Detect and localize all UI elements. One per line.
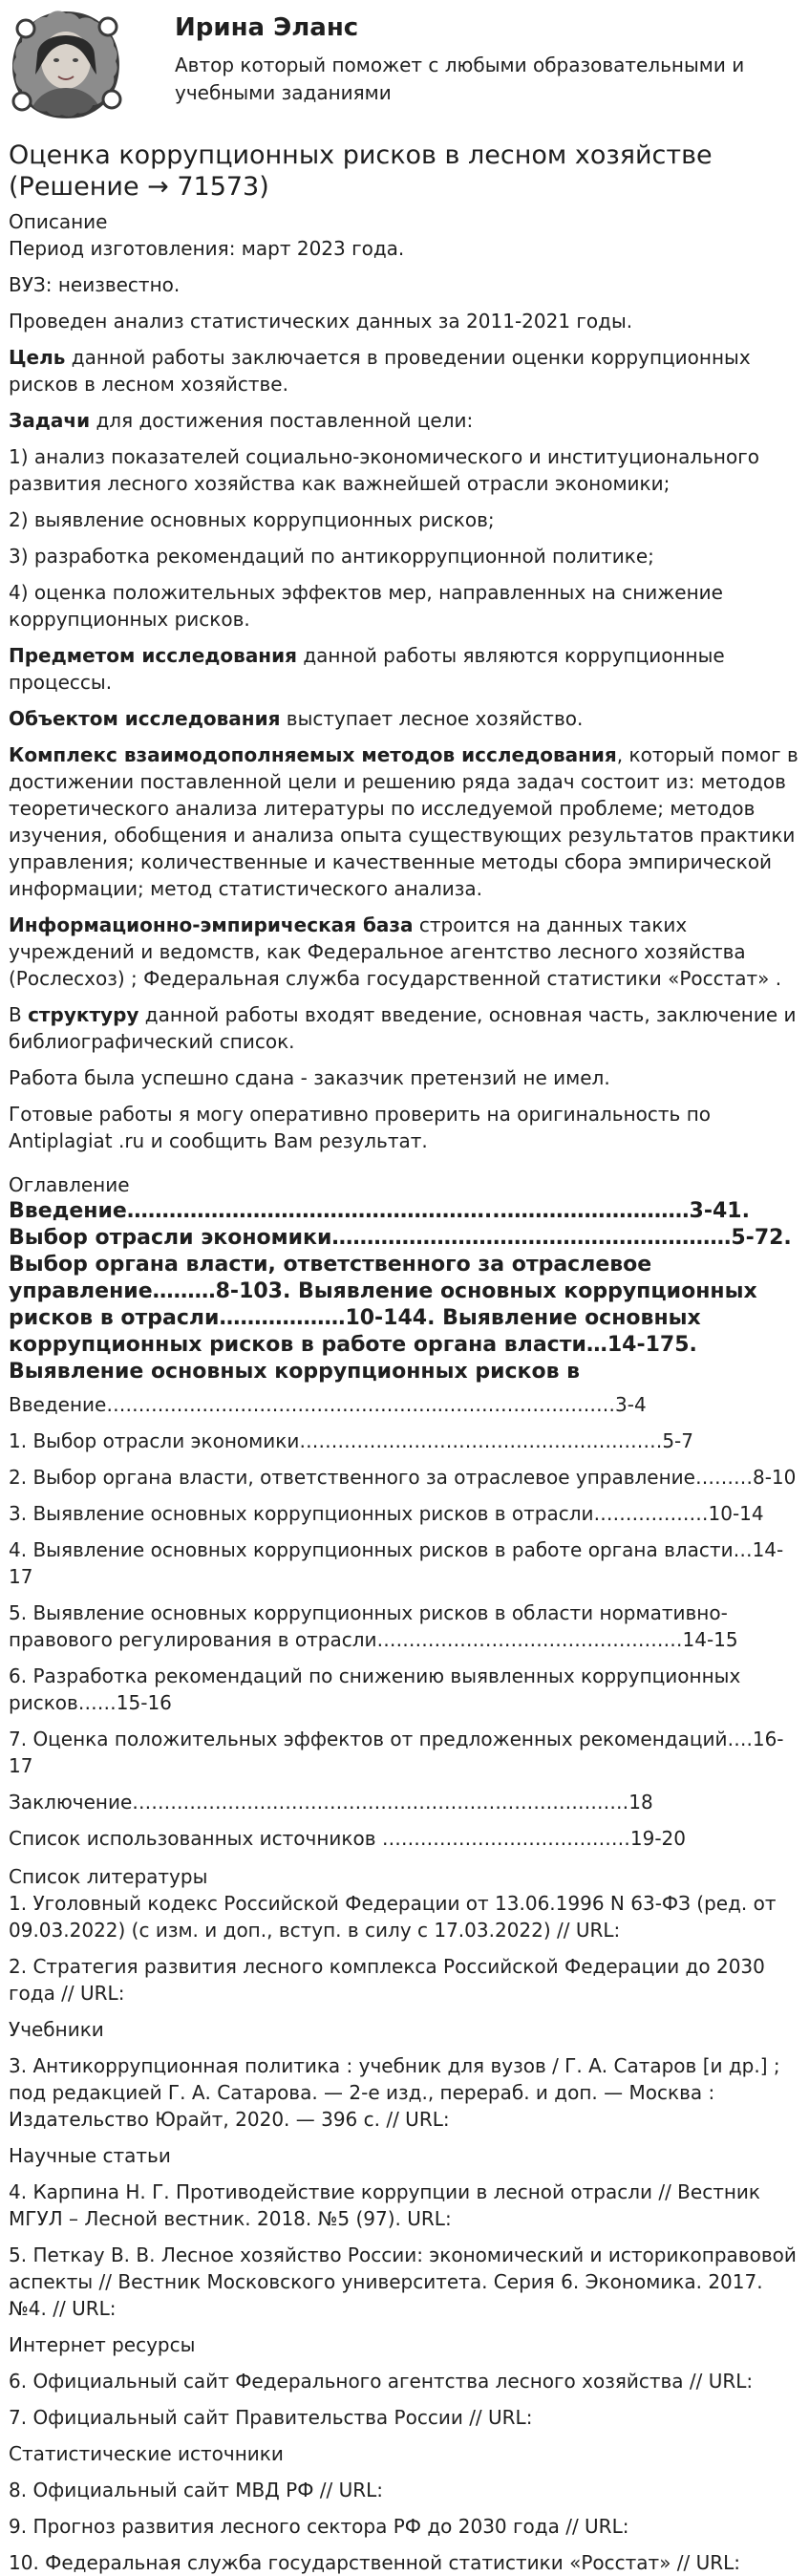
- reference-item: 10. Федеральная служба государственной статистики «Росстат» // URL:: [9, 2551, 741, 2574]
- author-description: Автор который поможет с любыми образовательными и учебными заданиями: [175, 54, 745, 104]
- reference-item: 3. Антикоррупционная политика : учебник для вузов / Г. А. Сатаров [и др.] ; под редакцией Г. А. Сатарова. — 2-е изд., перераб. и доп. — Москва : Издательство Юрайт, 2020. — 396 с. // URL:: [9, 2054, 780, 2131]
- toc-item: 1. Выбор отрасли экономики…………………………………………………5-7: [9, 1429, 693, 1452]
- methods-paragraph: [9, 741, 800, 902]
- references-subheading: Интернет ресурсы: [9, 2333, 196, 2356]
- subject-bold: Предметом исследования: [9, 644, 297, 667]
- goal-text: данной работы заключается в проведении оценки коррупционных рисков в лесном хозяйстве.: [9, 346, 751, 396]
- references-subheading: Учебники: [9, 2018, 104, 2041]
- base-paragraph: [9, 912, 800, 992]
- structure-paragraph: [9, 1001, 800, 1055]
- author-name[interactable]: Ирина Эланс: [175, 13, 359, 42]
- goal-paragraph: [9, 344, 800, 397]
- toc-item: 4. Выявление основных коррупционных рисков в работе органа власти…14-17: [9, 1538, 784, 1588]
- object-text: выступает лесное хозяйство.: [280, 707, 584, 730]
- author-card[interactable]: [9, 0, 800, 130]
- structure-bold: структуру: [28, 1003, 139, 1026]
- description-section: [9, 235, 800, 1154]
- period-text: Период изготовления: март 2023 года.: [9, 237, 405, 260]
- methods-bold: Комплекс взаимодополняемых методов исследования: [9, 743, 617, 766]
- antiplagiat-text: Готовые работы я могу оперативно проверить на оригинальность по Antiplagiat .ru и сообщить Вам результат.: [9, 1103, 711, 1152]
- author-info: [175, 8, 748, 107]
- toc-heading: Введение……………………………………………..………………………3-41. Выбор отрасли экономики…………………………………………………5-72. Выбор органа власти, ответственного за отраслевое управление………8-103. Выявление основных коррупционных рисков в отрасли………………10-144. Выявление основных коррупционных рисков в работе органа власти…14-175. Выявление основных коррупционных рисков в: [9, 1199, 792, 1384]
- task-item: 2) выявление основных коррупционных рисков;: [9, 508, 495, 531]
- base-text: строится на данных таких учреждений и ведомств, как Федеральное агентство лесного хозяйства (Рослесхоз) ; Федеральная служба государственной статистики «Росстат» .: [9, 913, 782, 990]
- references-subheading: Научные статьи: [9, 2144, 171, 2167]
- toc-item: 7. Оценка положительных эффектов от предложенных рекомендаций….16-17: [9, 1728, 784, 1777]
- description-label: Описание: [9, 210, 108, 233]
- subject-paragraph: [9, 642, 800, 696]
- toc-item: 2. Выбор органа власти, ответственного за отраслевое управление………8-10: [9, 1466, 797, 1489]
- toc-list: [9, 1391, 800, 1852]
- task-item: 4) оценка положительных эффектов мер, направленных на снижение коррупционных рисков.: [9, 581, 723, 631]
- references-list: [9, 1890, 800, 2576]
- page-title: Оценка коррупционных рисков в лесном хозяйстве (Решение → 71573): [9, 140, 713, 202]
- film-reel-avatar-icon: [9, 8, 123, 122]
- structure-text: данной работы входят введение, основная часть, заключение и библиографический список.: [9, 1003, 797, 1053]
- tasks-paragraph: [9, 407, 800, 434]
- object-paragraph: [9, 705, 800, 732]
- toc-label: Оглавление: [9, 1173, 130, 1196]
- reference-item: 4. Карпина Н. Г. Противодействие коррупции в лесной отрасли // Вестник МГУЛ – Лесной вестник. 2018. №5 (97). URL:: [9, 2180, 761, 2230]
- structure-pre: В: [9, 1003, 29, 1026]
- accepted-text: Работа была успешно сдана - заказчик претензий не имел.: [9, 1066, 610, 1089]
- reference-item: 7. Официальный сайт Правительства России // URL:: [9, 2406, 533, 2429]
- reference-item: 2. Стратегия развития лесного комплекса Российской Федерации до 2030 года // URL:: [9, 1955, 765, 2005]
- author-avatar[interactable]: [9, 8, 123, 122]
- base-bold: Информационно-эмпирическая база: [9, 913, 414, 936]
- toc-item: Заключение……………………………………………………………………18: [9, 1791, 653, 1814]
- toc-item: 5. Выявление основных коррупционных рисков в области нормативно-правового регулирования в отрасли…………………………………………14-15: [9, 1601, 738, 1651]
- methods-text: , который помог в достижении поставленной цели и решению ряда задач состоит из: методов теоретического анализа литературы по исследуемой проблеме; методов изучения, обобщения и анализа опыта существующих результатов практики управления; количественные и качественные методы сбора эмпирической информации; метод статистического анализа.: [9, 743, 798, 900]
- object-bold: Объектом исследования: [9, 707, 281, 730]
- goal-bold: Цель: [9, 346, 66, 369]
- reference-item: 1. Уголовный кодекс Российской Федерации от 13.06.1996 N 63-ФЗ (ред. от 09.03.2022) (с изм. и доп., вступ. в силу с 17.03.2022) // URL:: [9, 1892, 777, 1942]
- analysis-text: Проведен анализ статистических данных за 2011-2021 годы.: [9, 310, 633, 333]
- task-item: 3) разработка рекомендаций по антикоррупционной политике;: [9, 545, 654, 568]
- task-item: 1) анализ показателей социально-экономического и институционального развития лесного хозяйства как важнейшей отрасли экономики;: [9, 445, 759, 495]
- toc-item: 6. Разработка рекомендаций по снижению выявленных коррупционных рисков……15-16: [9, 1664, 741, 1714]
- tasks-bold: Задачи: [9, 409, 91, 432]
- reference-item: 6. Официальный сайт Федерального агентства лесного хозяйства // URL:: [9, 2370, 754, 2393]
- reference-item: 9. Прогноз развития лесного сектора РФ до 2030 года // URL:: [9, 2515, 629, 2538]
- references-subheading: Статистические источники: [9, 2442, 284, 2465]
- references-label: Список литературы: [9, 1865, 208, 1888]
- toc-item: 3. Выявление основных коррупционных рисков в отрасли………………10-14: [9, 1502, 764, 1525]
- subject-text: данной работы являются коррупционные процессы.: [9, 644, 725, 694]
- toc-item: Список использованных источников …………………………………19-20: [9, 1827, 686, 1850]
- university-text: ВУЗ: неизвестно.: [9, 273, 181, 296]
- tasks-text: для достижения поставленной цели:: [90, 409, 474, 432]
- reference-item: 5. Петкау В. В. Лесное хозяйство России: экономический и историкоправовой аспекты // Вестник Московского университета. Серия 6. Экономика. 2017. №4. // URL:: [9, 2243, 797, 2320]
- toc-item: Введение……………………………………………..………………………3-4: [9, 1393, 647, 1416]
- reference-item: 8. Официальный сайт МВД РФ // URL:: [9, 2479, 384, 2501]
